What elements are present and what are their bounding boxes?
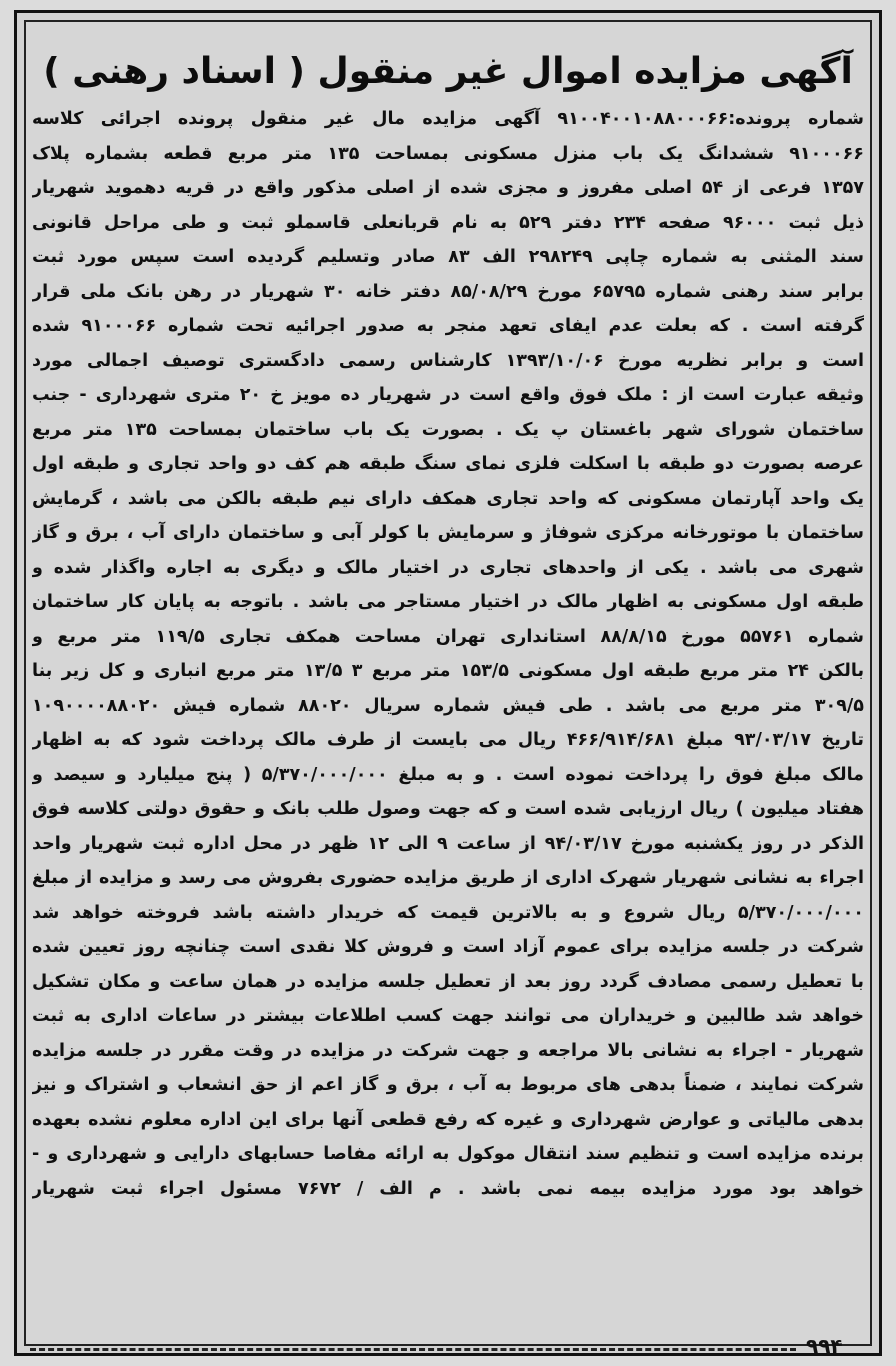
notice-line: ساختمان شورای شهر باغستان پ یک . بصورت یک باب ساختمان بمساحت ۱۳۵ متر مربع [32, 419, 864, 440]
notice-line: خواهد بود مورد مزایده بیمه نمی باشد . م الف / ۷۶۷۲ مسئول اجراء ثبت شهریار [32, 1178, 864, 1199]
dashed-divider [30, 1348, 796, 1351]
notice-line: ۱۳۵۷ فرعی از ۵۴ اصلی مفروز و مجزی شده از اصلی مذکور واقع در قریه دهموید شهریار [32, 178, 864, 198]
notice-line: ساختمان با موتورخانه مرکزی شوفاژ و سرمایش با کولر آبی و ساختمان دارای آب ، برق و گاز [32, 523, 864, 543]
notice-line: تاریخ ۹۳/۰۳/۱۷ مبلغ ۴۶۶/۹۱۴/۶۸۱ ریال می بایست از طرف مالک پرداخت شود که به اظهار [32, 730, 864, 750]
reference-number: ۹۹۴ [806, 1334, 843, 1358]
notice-line: الذکر در روز یکشنبه مورخ ۹۴/۰۳/۱۷ از ساعت ۹ الی ۱۲ ظهر در محل اداره ثبت شهریار واحد [32, 833, 864, 854]
notice-line: وثیقه عبارت است از : ملک فوق واقع است در شهریار ده مویز خ ۲۰ متری شهرداری - جنب [32, 385, 864, 405]
notice-line: عرصه بصورت دو طبقه با اسکلت فلزی نمای سنگ طبقه هم کف دو واحد تجاری و طبقه اول [32, 454, 864, 474]
notice-line: شرکت نمایند ، ضمناً بدهی های مربوط به آب ، برق و گاز اعم از حق انشعاب و اشتراک و نیز [32, 1075, 864, 1095]
notice-line: بدهی مالیاتی و عوارض شهرداری و غیره که رفع قطعی آنها برای این اداره معلوم نشده بعهده [32, 1109, 864, 1130]
notice-line: ۳۰۹/۵ متر مربع می باشد . طی فیش شماره سریال ۸۸۰۲۰ شماره فیش ۱۰۹۰۰۰۰۸۸۰۲۰ [32, 695, 864, 716]
notice-line: مالک مبلغ فوق را پرداخت نموده است . و به مبلغ ۵/۳۷۰/۰۰۰/۰۰۰ ( پنج میلیارد و سیصد و [32, 764, 864, 785]
notice-line: طبقه اول مسکونی به اظهار مالک در اختیار مستاجر می باشد . باتوجه به پایان کار ساختمان [32, 592, 864, 612]
notice-line: اجراء به نشانی شهریار شهرک اداری از طریق مزایده حضوری بفروش می رسد و مزایده از مبلغ [32, 868, 864, 888]
notice-line: است و برابر نظریه مورخ ۱۳۹۳/۱۰/۰۶ کارشناس رسمی دادگستری توصیف اجمالی مورد [32, 350, 864, 371]
notice-line: شرکت در جلسه مزایده برای عموم آزاد است و فروش کلا نقدی است چنانچه روز تعیین شده [32, 937, 864, 957]
notice-line: برابر سند رهنی شماره ۶۵۷۹۵ مورخ ۸۵/۰۸/۲۹ دفتر خانه ۳۰ شهریار در رهن بانک ملی قرار [32, 281, 864, 302]
notice-line: ۵/۳۷۰/۰۰۰/۰۰۰ ریال شروع و به بالاترین قیمت که خریدار داشته باشد فروخته خواهد شد [32, 902, 864, 923]
notice-line: سند المثنی به شماره چاپی ۲۹۸۲۴۹ الف ۸۳ صادر وتسلیم گردیده است سپس مورد ثبت [32, 247, 864, 267]
notice-line: گرفته است . که بعلت عدم ایفای تعهد منجر به صدور اجرائیه تحت شماره ۹۱۰۰۰۶۶ شده [32, 316, 864, 336]
notice-line: برنده مزایده است و تنظیم سند انتقال موکول به ارائه مفاصا حسابهای دارایی و شهرداری و - [32, 1144, 864, 1164]
notice-title: آگهی مزایده اموال غیر منقول ( اسناد رهنی ) [43, 51, 853, 92]
notice-line: شهریار - اجراء به نشانی بالا مراجعه و جهت شرکت در مزایده در وقت مقرر در جلسه مزایده [32, 1040, 864, 1061]
notice-line: ذیل ثبت ۹۶۰۰۰ صفحه ۲۳۴ دفتر ۵۲۹ به نام قربانعلی قاسملو ثبت و طی مراحل قانونی [32, 212, 864, 233]
notice-line: شهری می باشد . یکی از واحدهای تجاری در اختیار مالک و دیگری به اجاره واگذار شده و [32, 557, 864, 578]
notice-line: ۹۱۰۰۰۶۶ ششدانگ یک باب منزل مسکونی بمساحت ۱۳۵ متر مربع قطعه بشماره پلاک [32, 143, 864, 164]
notice-line: شماره پرونده:۹۱۰۰۴۰۰۱۰۸۸۰۰۰۶۶ آگهی مزایده مال غیر منقول پرونده اجرائی کلاسه [32, 109, 864, 129]
notice-line: یک واحد آپارتمان مسکونی که واحد تجاری همکف دارای نیم طبقه بالکن می باشد ، گرمایش [32, 488, 864, 509]
notice-line: هفتاد میلیون ) ریال ارزیابی شده است و که جهت وصول طلب بانک و حقوق دولتی کلاسه فوق [32, 799, 864, 819]
notice-line: با تعطیل رسمی مصادف گردد روز بعد از تعطیل جلسه مزایده در همان ساعت و مکان تشکیل [32, 971, 864, 992]
notice-line: خواهد شد طالبین و خریداران می توانند جهت کسب اطلاعات بیشتر در ساعات اداری به ثبت [32, 1006, 864, 1026]
notice-line: شماره ۵۵۷۶۱ مورخ ۸۸/۸/۱۵ استانداری تهران مساحت همکف تجاری ۱۱۹/۵ متر مربع و [32, 626, 864, 647]
notice-body [32, 102, 864, 1206]
notice-line: بالکن ۲۴ متر مربع طبقه اول مسکونی ۱۵۳/۵ متر مربع ۳ ۱۳/۵ متر مربع انباری و کل زیر بنا [32, 661, 864, 681]
